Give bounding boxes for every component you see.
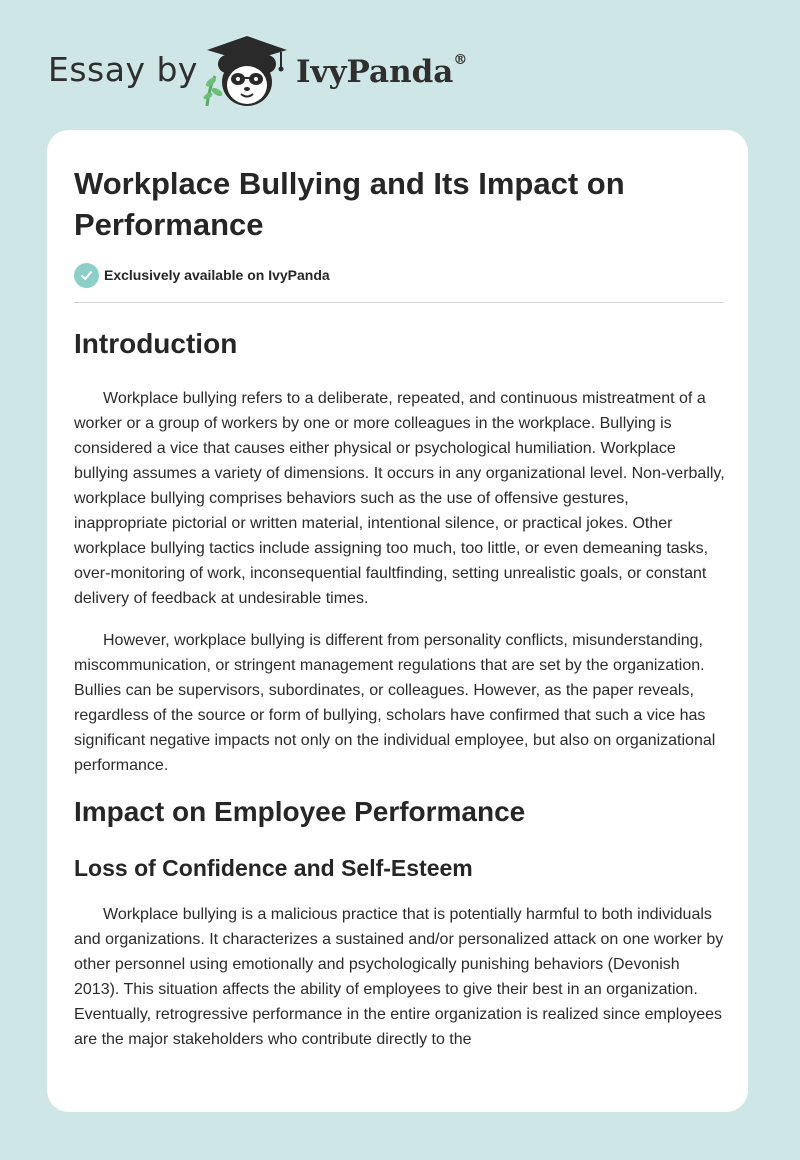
paragraph: Workplace bullying refers to a deliberate, repeated, and continuous mistreatment of a worker or a group of workers by one or more colleagues in the workplace. Bullying is considered a vice that causes either physical or psychological humiliation. Workplace bullying assumes a variety of dimensions. It occurs in any organizational level. Non-verbally, workplace bullying comprises behaviors such as the use of offensive gestures, inappropriate pictorial or written material, intentional silence, or practical jokes. Other workplace bullying tactics include assigning too much, too little, or even demeaning tasks, over-monitoring of work, inconsequential faultfinding, setting unrealistic goals, or constant delivery of feedback at undesirable times. bbox=[74, 390, 725, 607]
essay-card bbox=[47, 130, 748, 1112]
brand-name[interactable]: IvyPanda® bbox=[296, 52, 468, 90]
exclusive-badge bbox=[74, 262, 330, 288]
checkmark-badge-icon bbox=[74, 263, 99, 288]
exclusive-label: Exclusively available on IvyPanda bbox=[104, 267, 330, 283]
section-heading-impact: Impact on Employee Performance bbox=[74, 796, 526, 827]
site-header bbox=[48, 30, 508, 110]
section-heading-introduction: Introduction bbox=[74, 328, 238, 359]
paragraph: Workplace bullying is a malicious practice that is potentially harmful to both individuals and organizations. It characterizes a sustained and/or personalized attack on one worker by other personnel using emotionally and psychologically punishing behaviors (Devonish 2013). This situation affects the ability of employees to give their best in an organization. Eventually, retrogressive performance in the entire organization is realized since employees are the major stakeholders who contribute directly to the bbox=[74, 906, 724, 1048]
paragraph: However, workplace bullying is different from personality conflicts, misunderstanding, miscommunication, or stringent management regulations that are set by the organization. Bullies can be supervisors, subordinates, or colleagues. However, as the paper reveals, regardless of the source or form of bullying, scholars have confirmed that such a vice has significant negative impacts not only on the individual employee, but also on organizational performance. bbox=[74, 632, 716, 774]
page-title: Workplace Bullying and Its Impact on Performance bbox=[74, 166, 625, 242]
essay-by-label: Essay by bbox=[48, 50, 198, 89]
divider bbox=[74, 302, 723, 303]
panda-graduate-logo-icon[interactable] bbox=[201, 30, 293, 110]
subsection-heading-loss-of-confidence: Loss of Confidence and Self-Esteem bbox=[74, 855, 473, 881]
essay-body bbox=[74, 323, 726, 1052]
registered-mark: ® bbox=[453, 52, 468, 68]
